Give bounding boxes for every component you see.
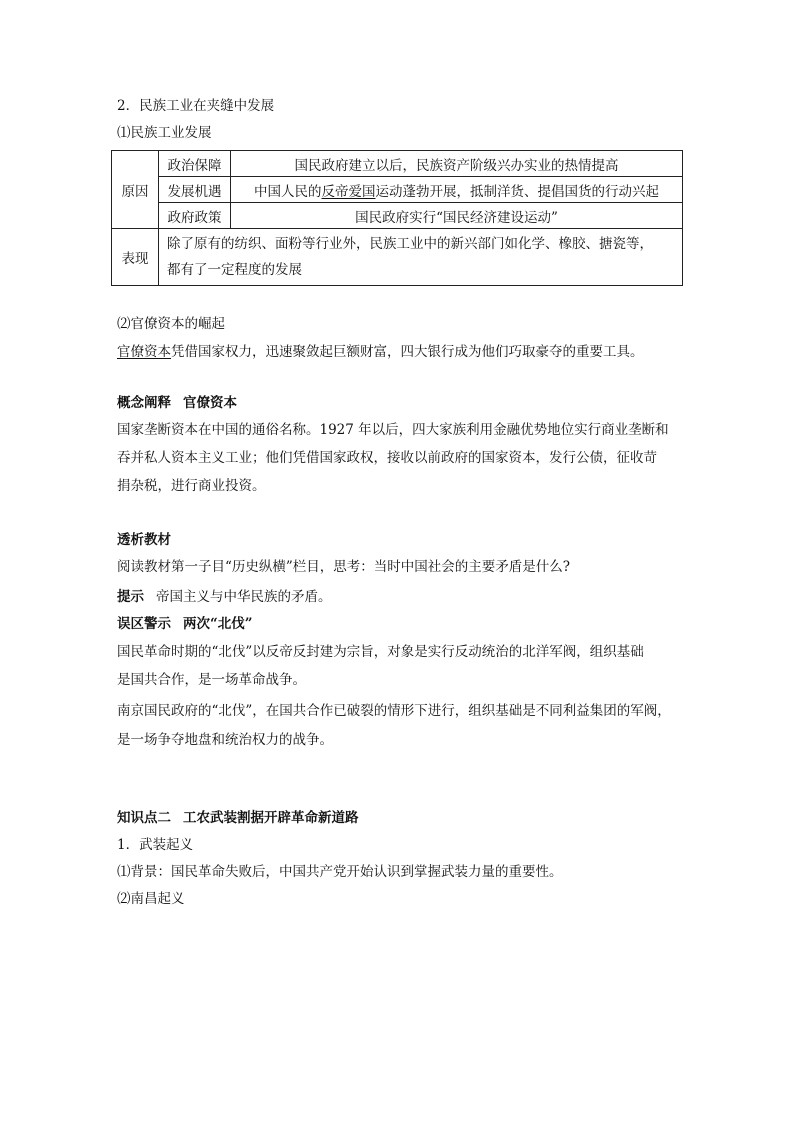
hint-label: 提示 [117, 589, 144, 605]
table-row [112, 229, 683, 286]
subsection-1-title: ⑴民族工业发展 [117, 125, 212, 141]
knowledge-point-2-heading [117, 808, 359, 828]
kp2-title: 工农武装割据开辟革命新道路 [183, 810, 359, 826]
concept-heading [117, 393, 237, 413]
concept-line-3: 捐杂税，进行商业投资。 [117, 478, 266, 494]
performance-label: 表现 [112, 229, 159, 286]
concept-label: 概念阐释 [117, 395, 171, 411]
concept-term: 官僚资本 [183, 395, 237, 411]
kp2-section-1: 1．武装起义 [117, 837, 194, 853]
analysis-title: 透析教材 [117, 532, 171, 548]
bureaucratic-capital-term: 官僚资本 [117, 344, 171, 360]
row-text: 国民政府实行“国民经济建设运动” [231, 203, 683, 229]
national-industry-table [111, 150, 683, 286]
warning-term: 两次“北伐” [183, 616, 253, 632]
row-text: 国民政府建立以后，民族资产阶级兴办实业的热情提高 [231, 151, 683, 177]
performance-line-2: 都有了一定程度的发展 [167, 262, 302, 278]
concept-line-2: 吞并私人资本主义工业；他们凭借国家政权，接收以前政府的国家资本，发行公债，征收苛 [117, 450, 657, 466]
kp2-item-1: ⑴背景：国民革命失败后，中国共产党开始认识到掌握武装力量的重要性。 [117, 864, 563, 880]
row-sub-label: 政治保障 [159, 151, 231, 177]
subsection-2-title: ⑵官僚资本的崛起 [117, 316, 225, 332]
subsection-2-rest: 凭借国家权力，迅速聚敛起巨额财富，四大银行成为他们巧取豪夺的重要工具。 [171, 344, 644, 360]
performance-text [159, 229, 683, 286]
concept-line-1: 国家垄断资本在中国的通俗名称。1927 年以后，四大家族利用金融优势地位实行商业垄断和 [117, 422, 669, 438]
reason-label: 原因 [112, 151, 159, 229]
warning-p2-line-1: 南京国民政府的“北伐”，在国共合作已破裂的情形下进行，组织基础是不同利益集团的军阀， [117, 703, 671, 719]
subsection-2-text [117, 342, 644, 362]
warning-heading [117, 614, 253, 634]
section-2-title: 2．民族工业在夹缝中发展 [117, 98, 275, 114]
table-row [112, 177, 683, 203]
analysis-question: 阅读教材第一子目“历史纵横”栏目，思考：当时中国社会的主要矛盾是什么? [117, 559, 571, 575]
row-text-pre: 中国人民的 [254, 183, 322, 200]
warning-p1-line-1: 国民革命时期的“北伐”以反帝反封建为宗旨，对象是实行反动统治的北洋军阀，组织基础 [117, 644, 644, 660]
row-text-post: 运动蓬勃开展，抵制洋货、提倡国货的行动兴起 [375, 183, 659, 200]
kp2-label: 知识点二 [117, 810, 171, 826]
warning-label: 误区警示 [117, 616, 171, 632]
row-sub-label: 政府政策 [159, 203, 231, 229]
row-sub-label: 发展机遇 [159, 177, 231, 203]
warning-p1-line-2: 是国共合作，是一场革命战争。 [117, 672, 306, 688]
performance-line-1: 除了原有的纺织、面粉等行业外，民族工业中的新兴部门如化学、橡胶、搪瓷等， [167, 236, 653, 252]
table-row [112, 151, 683, 177]
row-text [231, 177, 683, 203]
hint-line [117, 587, 332, 607]
row-text-underlined: 反帝爱国 [321, 183, 376, 200]
table-row [112, 203, 683, 229]
warning-p2-line-2: 是一场争夺地盘和统治权力的战争。 [117, 732, 333, 748]
hint-text: 帝国主义与中华民族的矛盾。 [156, 589, 332, 605]
kp2-item-2: ⑵南昌起义 [117, 891, 185, 907]
